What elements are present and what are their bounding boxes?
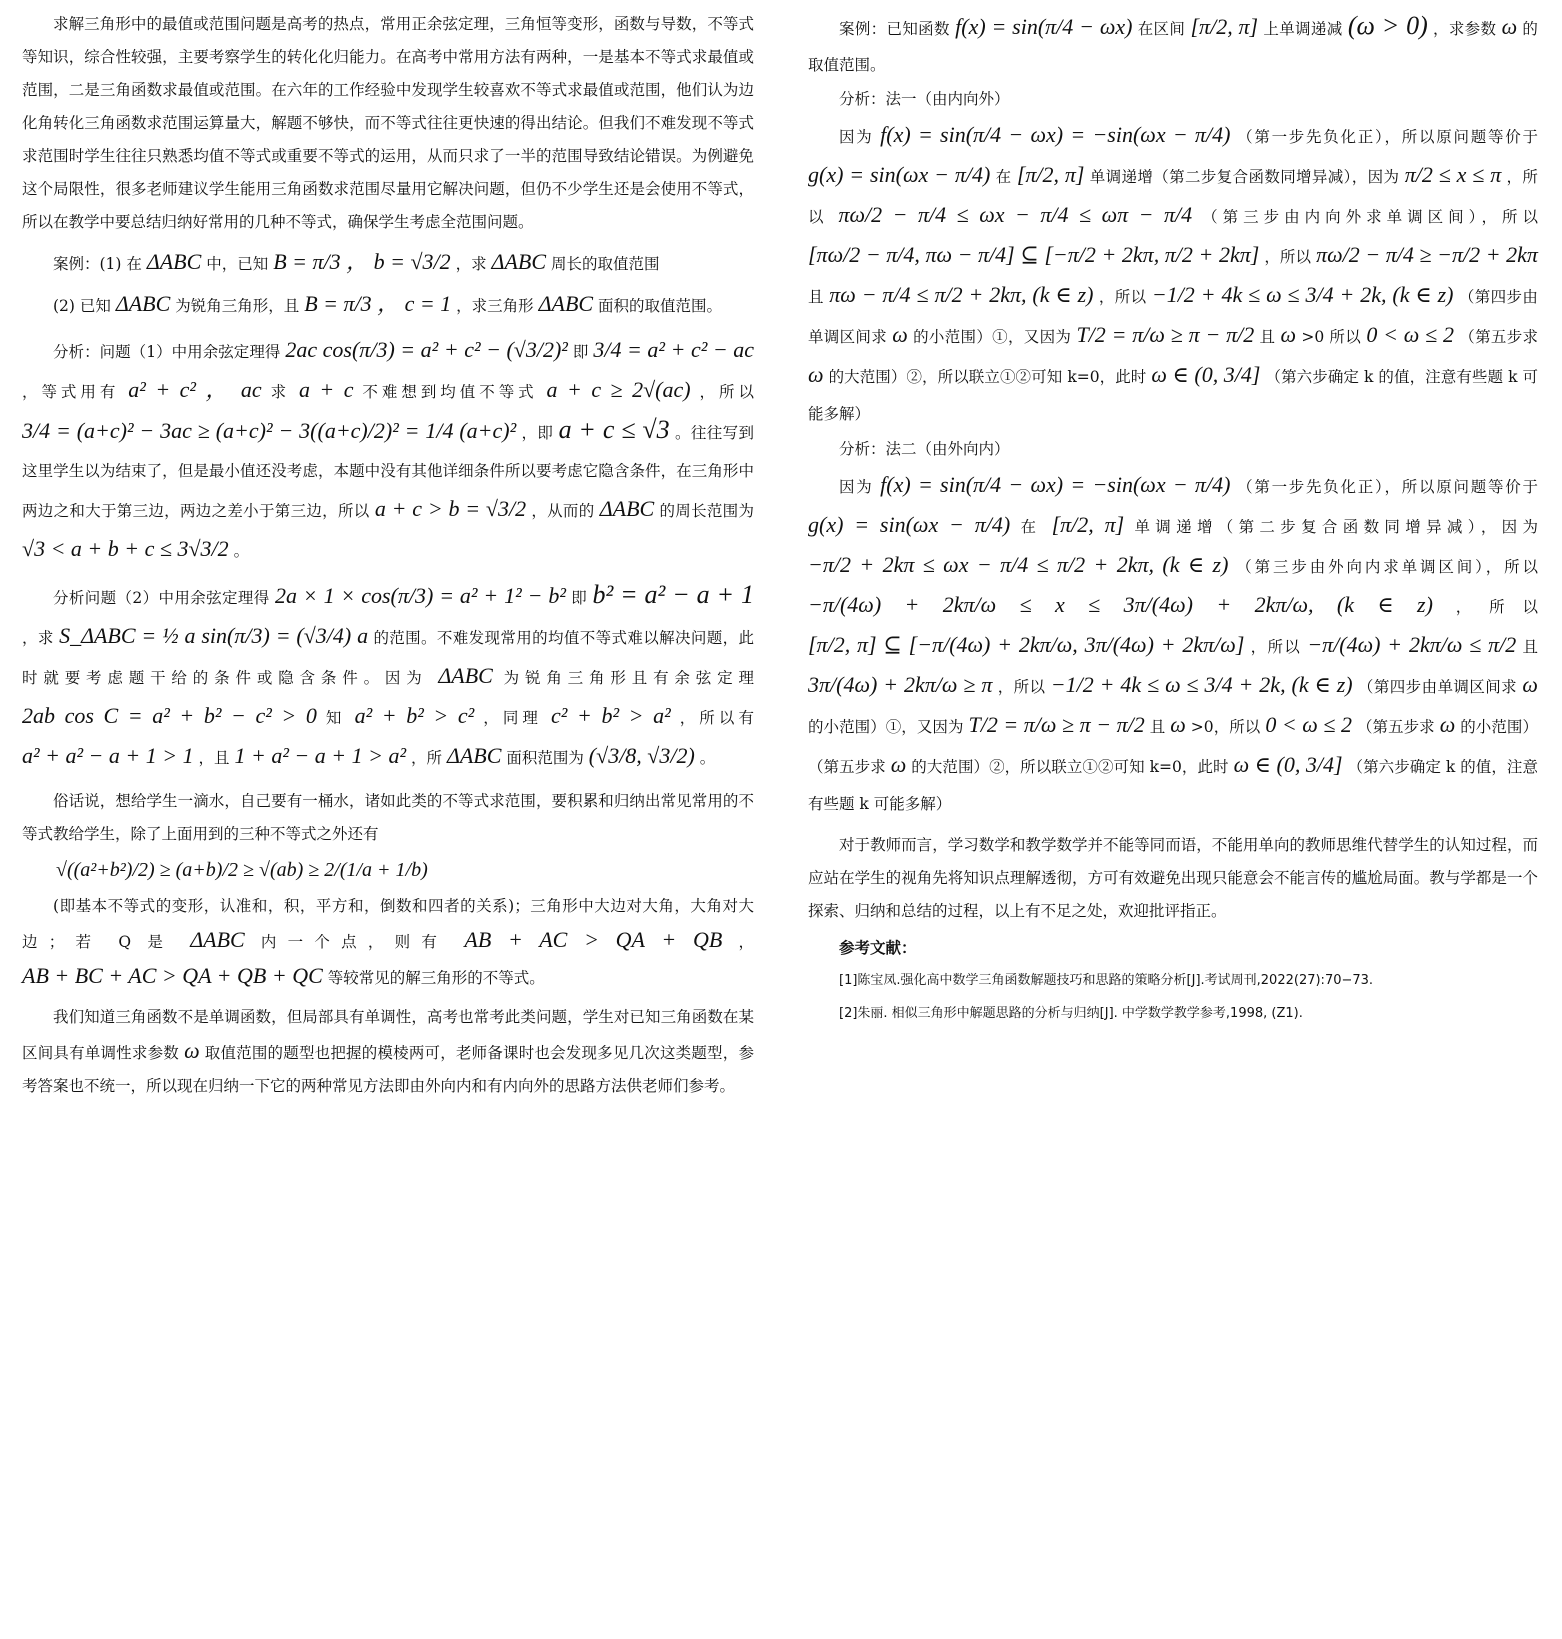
math-expression: a² + a² − a + 1 > 1 xyxy=(22,743,194,768)
text: 因为 xyxy=(839,128,874,146)
math-expression: ω xyxy=(1170,712,1186,737)
text: 。 xyxy=(233,542,250,560)
text: ，所以有 xyxy=(679,709,754,727)
math-expression: −π/(4ω) + 2kπ/ω ≤ x ≤ 3π/(4ω) + 2kπ/ω, (k ∈ z) xyxy=(808,592,1433,617)
text: 周长的取值范围 xyxy=(550,255,660,273)
analysis-1 xyxy=(22,331,754,570)
math-expression: a + c ≥ 2√(ac) xyxy=(546,377,691,402)
math-expression: B = π/3 ， b = √3/2 xyxy=(273,249,451,274)
text: （第四步由单调区间求 xyxy=(1357,678,1518,696)
method-2-body xyxy=(808,466,1538,823)
math-expression: 1 + a² − a + 1 > a² xyxy=(234,743,407,768)
math-expression: (√3/8, √3/2) xyxy=(588,743,695,768)
math-expression: 2ab cos C = a² + b² − c² > 0 xyxy=(22,703,317,728)
math-expression: 3π/(4ω) + 2kπ/ω ≥ π xyxy=(808,672,993,697)
text: ，求 xyxy=(22,629,54,647)
math-expression: g(x) = sin(ωx − π/4) xyxy=(808,162,991,187)
math-expression: AB + BC + AC > QA + QB + QC xyxy=(22,963,323,988)
math-expression: ω xyxy=(808,362,824,387)
text: 且 xyxy=(808,288,824,306)
text: （第四步由单调区间求 xyxy=(808,288,1538,346)
math-expression: S_ΔABC = ½ a sin(π/3) = (√3/4) a xyxy=(59,623,369,648)
text: ，且 xyxy=(198,749,230,767)
text: ，所以 xyxy=(808,168,1538,226)
math-expression: ΔABC xyxy=(438,663,493,688)
text: 即 xyxy=(572,343,589,361)
text: 上单调递减 xyxy=(1263,20,1343,38)
text: ，等式用有 xyxy=(22,383,120,401)
text: 的大范围）②，所以联立①②可知 k=0，此时 xyxy=(828,368,1147,386)
math-expression: πω − π/4 ≤ π/2 + 2kπ, (k ∈ z) xyxy=(829,282,1094,307)
math-expression: ω xyxy=(1280,322,1297,347)
text: 在 xyxy=(1020,518,1042,536)
method-2-title: 分析：法二（由外向内） xyxy=(839,440,1010,458)
text: ，所以 xyxy=(1264,248,1312,266)
analysis-2 xyxy=(22,576,754,777)
math-expression: −π/2 + 2kπ ≤ ωx − π/4 ≤ π/2 + 2kπ, (k ∈ z) xyxy=(808,552,1229,577)
math-expression: c² + b² > a² xyxy=(551,703,671,728)
math-expression: b² = a² − a + 1 xyxy=(592,580,754,609)
math-expression: a + c xyxy=(298,377,354,402)
text: ， xyxy=(738,933,754,951)
math-expression: −1/2 + 4k ≤ ω ≤ 3/4 + 2k, (k ∈ z) xyxy=(1050,672,1353,697)
math-expression: π/2 ≤ x ≤ π xyxy=(1404,162,1502,187)
right-column xyxy=(808,8,1538,1030)
text: 我们知道三角函数不是单调函数，但局部具有单调性，高考也常考此类问题，学生对已知三角函数在某区间具有单调性求参数 xyxy=(22,1008,754,1062)
math-expression: f(x) = sin(π/4 − ωx) = −sin(ωx − π/4) xyxy=(880,472,1231,497)
math-expression: [π/2, π] xyxy=(1051,512,1125,537)
math-expression: ΔABC xyxy=(146,249,202,274)
text: （第一步先负化正），所以原问题等价于 xyxy=(1237,478,1538,496)
math-expression: ΔABC xyxy=(538,291,594,316)
text: 的小范围）①，又因为 xyxy=(913,328,1072,346)
math-expression: a² + b² > c² xyxy=(354,703,475,728)
text: 为锐角三角形且有余弦定理 xyxy=(503,669,754,687)
text: ，所以 xyxy=(1455,598,1538,616)
left-column xyxy=(22,8,754,1103)
text: (即基本不等式的变形，认准和，积，平方和，倒数和四者的关系)；三角形中大边对大角，大角对大边；若 Q 是 xyxy=(22,897,754,951)
math-expression: T/2 = π/ω ≥ π − π/2 xyxy=(1076,322,1255,347)
text: 在 xyxy=(995,168,1012,186)
math-expression: g(x) = sin(ωx − π/4) xyxy=(808,512,1011,537)
text: 。往往写到这里学生以为结束了，但是最小值还没考虑，本题中没有其他详细条件所以要考虑它隐含条件，在三角形中两边之和大于第三边，两边之差小于第三边，所以 xyxy=(22,424,754,520)
conclusion-paragraph: 对于教师而言，学习数学和教学数学并不能等同而语，不能用单向的教师思维代替学生的认知过程，而应站在学生的视角先将知识点理解透彻，方可有效避免出现只能意会不能言传的尴尬局面。教与学都是一个探索、归纳和总结的过程，以上有不足之处，欢迎批评指正。 xyxy=(808,836,1538,920)
reference-item: [1]陈宝凤.强化高中数学三角函数解题技巧和思路的策略分析[J].考试周刊,2022(27):70−73. xyxy=(839,973,1374,988)
math-expression: AB + AC > QA + QB xyxy=(464,927,723,952)
text: ，所以 xyxy=(997,678,1046,696)
text: （第三步由外向内求单调区间），所以 xyxy=(1236,558,1538,576)
math-expression: πω/2 − π/4 ≥ −π/2 + 2kπ xyxy=(1316,242,1538,267)
text: ，所以 xyxy=(1098,288,1147,306)
text: 的小范围）①，又因为 xyxy=(808,718,964,736)
math-expression: −π/(4ω) + 2kπ/ω ≤ π/2 xyxy=(1307,632,1517,657)
text: 。 xyxy=(699,749,716,767)
text: （第六步确定 k 的值，注意有些题 k 可能多解） xyxy=(808,368,1538,423)
text: （第五步求 xyxy=(1459,328,1539,346)
references-heading: 参考文献： xyxy=(839,939,917,957)
text: 分析问题（2）中用余弦定理得 xyxy=(53,589,270,607)
text: 面积范围为 xyxy=(506,749,584,767)
text: 不难想到均值不等式 xyxy=(362,383,538,401)
text: ，所以 xyxy=(699,383,754,401)
text: 的取值范围。 xyxy=(808,20,1538,74)
text: 单调递增（第二步复合函数同增异减），因为 xyxy=(1089,168,1400,186)
inequality-note xyxy=(22,889,754,995)
math-expression: ω ∈ (0, 3/4] xyxy=(1233,752,1343,777)
text: (2) 已知 xyxy=(53,297,111,315)
omega-case-statement xyxy=(808,8,1538,83)
text: ，求 xyxy=(455,255,487,273)
text: 且 xyxy=(1259,328,1276,346)
math-expression: (ω > 0) xyxy=(1347,11,1428,40)
math-expression: [π/2, π] xyxy=(1016,162,1085,187)
math-expression: f(x) = sin(π/4 − ωx) = −sin(ωx − π/4) xyxy=(880,122,1231,147)
text: 的小范围）（第五步求 xyxy=(808,718,1538,776)
closing-paragraph xyxy=(22,1001,754,1103)
text: ，所以 xyxy=(1250,638,1302,656)
math-expression: [π/2, π] xyxy=(1190,14,1259,39)
text: 的范围。不难发现常用的均值不等式难以解决问题，此时就要考虑题干给的条件或隐含条件。因为 xyxy=(22,629,754,687)
math-expression: ω xyxy=(1522,672,1538,697)
math-expression: B = π/3 ， c = 1 xyxy=(304,291,452,316)
text: 的大范围）②，所以联立①②可知 k=0，此时 xyxy=(911,758,1229,776)
text: ，所 xyxy=(410,749,442,767)
text: （第三步由内向外求单调区间），所以 xyxy=(1202,208,1538,226)
text: 求 xyxy=(270,383,291,401)
method-1-title: 分析：法一（由内向外） xyxy=(839,90,1010,108)
math-expression: [πω/2 − π/4, πω − π/4] ⊆ [−π/2 + 2kπ, π/2 + 2kπ] xyxy=(808,242,1260,267)
math-expression: a + c > b = √3/2 xyxy=(374,496,527,521)
reference-item: [2]朱丽. 相似三角形中解题思路的分析与归纳[J]. 中学数学教学参考,1998, (Z1). xyxy=(839,1006,1303,1021)
math-expression: 0 < ω ≤ 2 xyxy=(1265,712,1352,737)
math-expression: 2ac cos(π/3) = a² + c² − (√3/2)² xyxy=(285,337,568,362)
text: >0，所以 xyxy=(1190,718,1261,736)
math-expression: ΔABC xyxy=(599,496,655,521)
math-expression: 0 < ω ≤ 2 xyxy=(1366,322,1455,347)
text: 且 xyxy=(1149,718,1166,736)
math-expression: ω xyxy=(184,1038,200,1063)
text: （第六步确定 k 的值，注意有些题 k 可能多解） xyxy=(808,758,1538,813)
text: 案例：已知函数 xyxy=(839,20,950,38)
math-expression: ω xyxy=(1501,14,1518,39)
math-expression: πω/2 − π/4 ≤ ωx − π/4 ≤ ωπ − π/4 xyxy=(838,202,1193,227)
text: 即 xyxy=(571,589,588,607)
text: 因为 xyxy=(839,478,874,496)
math-expression: ω xyxy=(1439,712,1456,737)
text: 等较常见的解三角形的不等式。 xyxy=(327,969,545,987)
text: 为锐角三角形，且 xyxy=(175,297,300,315)
math-expression: ΔABC xyxy=(190,927,245,952)
math-expression: f(x) = sin(π/4 − ωx) xyxy=(955,14,1133,39)
math-expression: √3 < a + b + c ≤ 3√3/2 xyxy=(22,536,229,561)
math-expression: a + c ≤ √3 xyxy=(558,415,670,444)
math-expression: a² + c² ， ac xyxy=(128,377,262,402)
math-expression: ω xyxy=(890,752,907,777)
text: 的周长范围为 xyxy=(659,502,754,520)
text: 面积的取值范围。 xyxy=(598,297,723,315)
text: ，求参数 xyxy=(1433,20,1497,38)
math-expression: 3/4 = a² + c² − ac xyxy=(593,337,754,362)
text: 案例：(1) 在 xyxy=(53,255,142,273)
text: 分析：问题（1）中用余弦定理得 xyxy=(53,343,281,361)
text: 知 xyxy=(325,709,346,727)
text: ，即 xyxy=(521,424,554,442)
intro-paragraph: 求解三角形中的最值或范围问题是高考的热点，常用正余弦定理，三角恒等变形，函数与导数，不等式等知识，综合性较强，主要考察学生的转化化归能力。在高考中常用方法有两种，一是基本不等式求最值或范围，二是三角函数求最值或范围。在六年的工作经验中发现学生较喜欢不等式求最值或范围，他们认为边化角转化三角函数求范围运算量大，解题不够快，而不等式往往更快速的得出结论。但我们不难发现不等式求范围时学生往往只熟悉均值不等式或重要不等式的运用，从而只求了一半的范围导致结论错误。为例避免这个局限性，很多老师建议学生能用三角函数求范围尽量用它解决问题，但仍不少学生还是会使用不等式，所以在教学中要总结归纳好常用的几种不等式，确保学生考虑全范围问题。 xyxy=(22,15,754,231)
text: （第五步求 xyxy=(1356,718,1435,736)
text: >0 所以 xyxy=(1301,328,1362,346)
math-expression: ΔABC xyxy=(446,743,502,768)
math-expression: ΔABC xyxy=(115,291,171,316)
text: 在区间 xyxy=(1137,20,1186,38)
math-expression: ω xyxy=(892,322,908,347)
math-expression: ω ∈ (0, 3/4] xyxy=(1151,362,1261,387)
text: 取值范围的题型也把握的模棱两可，老师备课时也会发现多见几次这类题型，参考答案也不统一，所以现在归纳一下它的两种常见方法即由外向内和有内向外的思路方法供老师们参考。 xyxy=(22,1044,754,1095)
math-expression: 3/4 = (a+c)² − 3ac ≥ (a+c)² − 3((a+c)/2)² = 1/4 (a+c)² xyxy=(22,418,517,443)
saying-paragraph: 俗话说，想给学生一滴水，自己要有一桶水，诸如此类的不等式求范围，要积累和归纳出常见常用的不等式教给学生，除了上面用到的三种不等式之外还有 xyxy=(22,792,754,843)
text: 且 xyxy=(1522,638,1538,656)
text: ，同理 xyxy=(483,709,543,727)
math-expression: −1/2 + 4k ≤ ω ≤ 3/4 + 2k, (k ∈ z) xyxy=(1151,282,1454,307)
case-1-statement xyxy=(22,245,754,281)
math-expression: T/2 = π/ω ≥ π − π/2 xyxy=(968,712,1145,737)
case-2-statement xyxy=(22,287,754,323)
text: 内一个点，则有 xyxy=(260,933,449,951)
text: ，从而的 xyxy=(531,502,595,520)
math-expression: [π/2, π] ⊆ [−π/(4ω) + 2kπ/ω, 3π/(4ω) + 2kπ/ω] xyxy=(808,632,1245,657)
text: （第一步先负化正），所以原问题等价于 xyxy=(1237,128,1538,146)
math-expression: ΔABC xyxy=(491,249,546,274)
text: 单调递增（第二步复合函数同增异减），因为 xyxy=(1134,518,1538,536)
inequality-chain: √((a²+b²)/2) ≥ (a+b)/2 ≥ √(ab) ≥ 2/(1/a + 1/b) xyxy=(56,859,428,881)
text: ，求三角形 xyxy=(456,297,534,315)
math-expression: 2a × 1 × cos(π/3) = a² + 1² − b² xyxy=(275,583,566,608)
text: 中，已知 xyxy=(206,255,269,273)
method-1-body xyxy=(808,116,1538,433)
